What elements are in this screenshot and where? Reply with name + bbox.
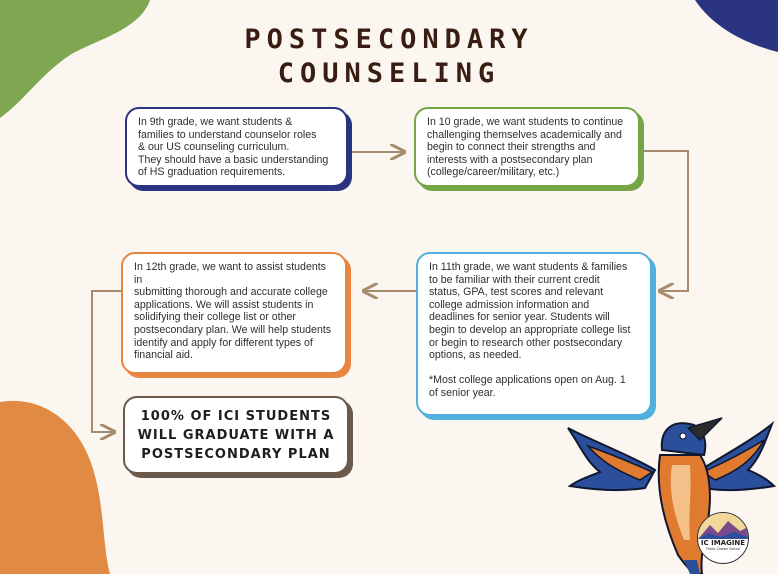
goal-statement: 100% OF ICI STUDENTS WILL GRADUATE WITH A POSTSECONDARY PLAN xyxy=(123,396,349,474)
step-grade9-text: In 9th grade, we want students & families to understand counselor roles & our US counseling curriculum. They should have a basic understanding of HS graduation requirements. xyxy=(138,116,329,179)
logo-name: IC IMAGINE xyxy=(700,539,746,547)
page-title-line2: COUNSELING xyxy=(277,58,501,89)
ic-imagine-logo xyxy=(697,512,749,564)
step-grade12-text: In 12th grade, we want to assist students in submitting thorough and accurate college applications. We will assist students in solidifying their college list or other postsecondary plan. We will help students identify and apply for different types of financial aid. xyxy=(134,261,332,362)
step-grade11-text: In 11th grade, we want students & families to be familiar with their current credit status, GPA, test scores and relevant college admission information and deadlines for senior year. Students will begin to develop an appropriate college list or begin to research other postsecondary options, as needed. *Most college applications open on Aug. 1 of senior year. xyxy=(429,261,631,399)
page-title-line1: POSTSECONDARY xyxy=(244,24,534,55)
step-grade10-text: In 10 grade, we want students to continue challenging themselves academically and begin to connect their strengths and interests with a postsecondary plan (college/career/military, etc.) xyxy=(427,116,624,179)
logo-subtitle: Public Charter School xyxy=(706,547,740,551)
